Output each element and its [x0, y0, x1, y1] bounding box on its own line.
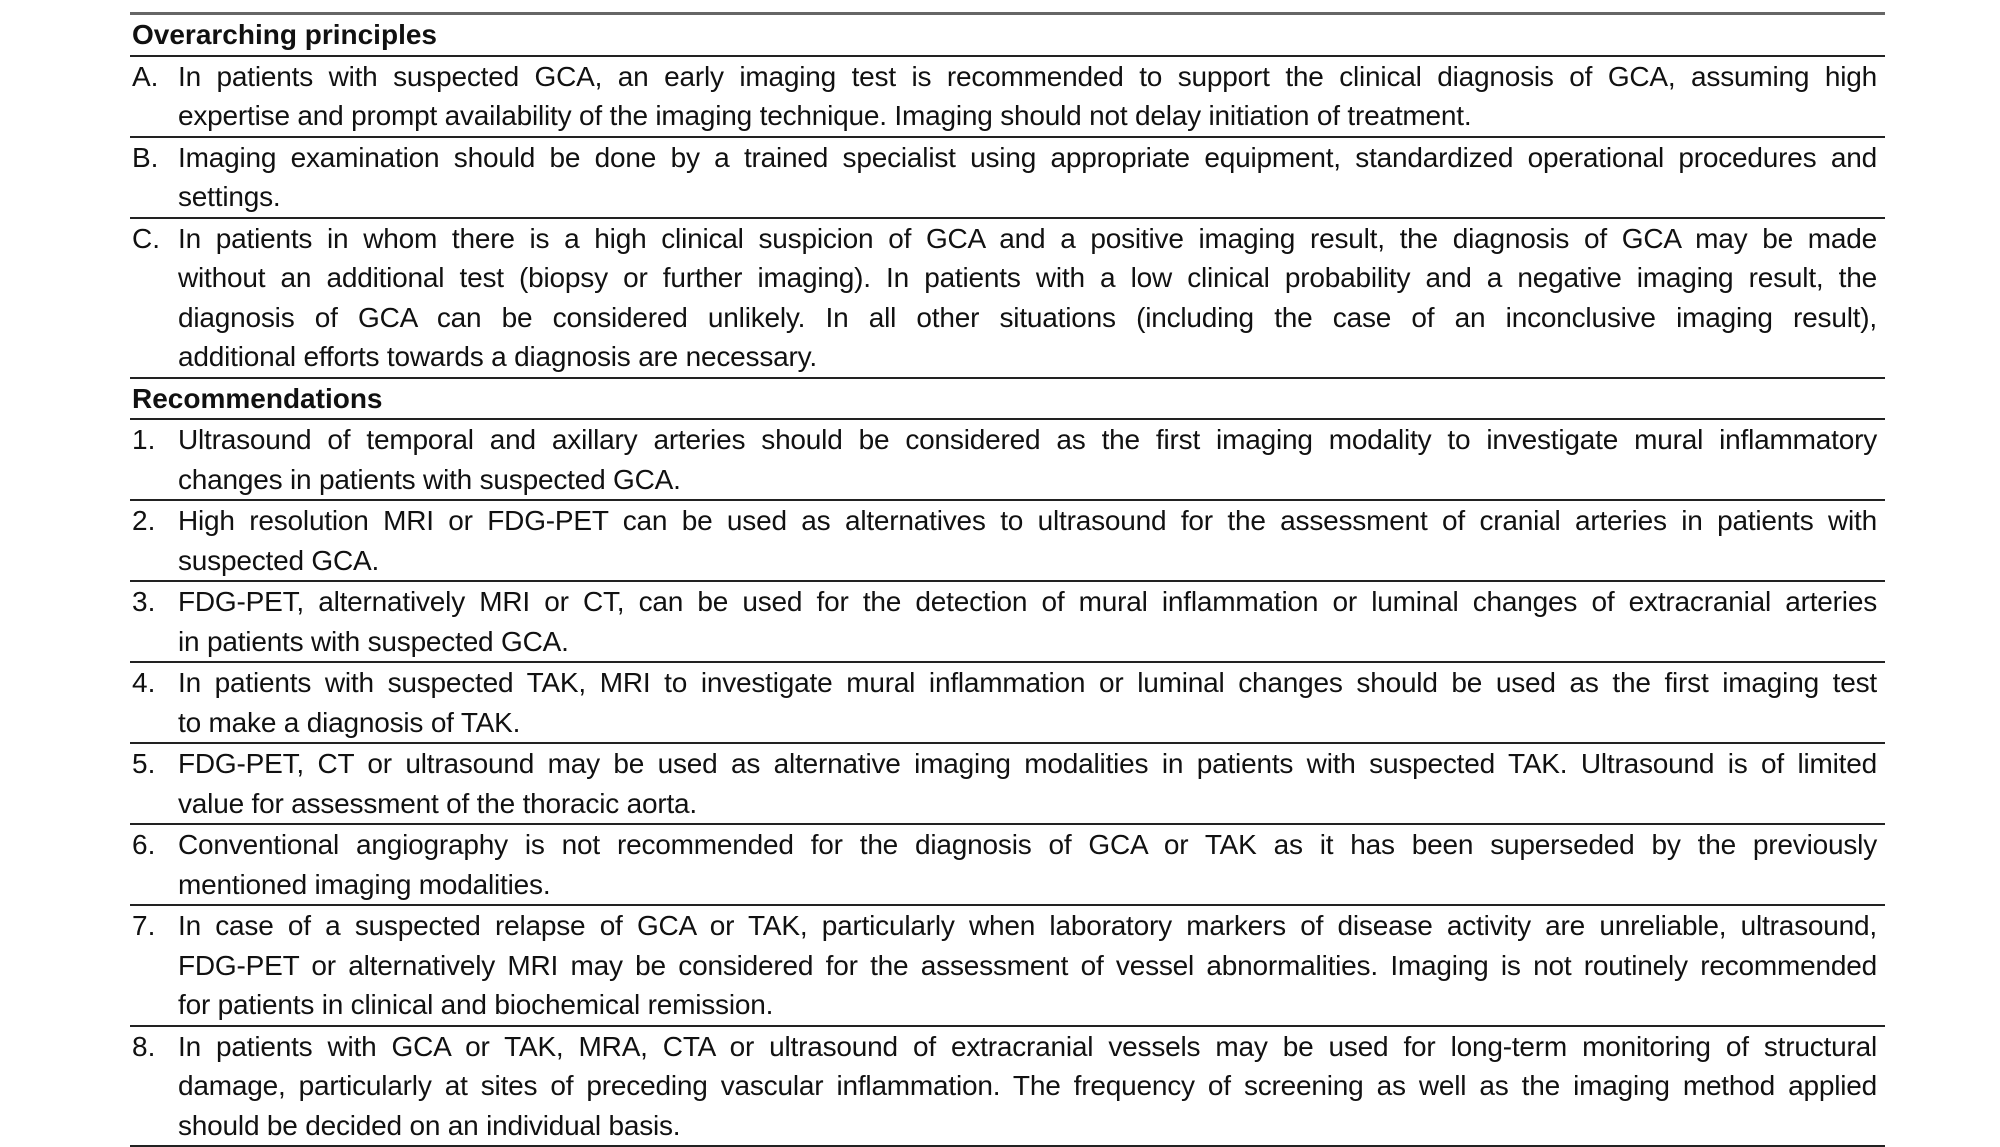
text-line: In patients with GCA or TAK, MRA, CTA or ultrasound of extracranial vessels may be used for long-term monitoring of structural [178, 1027, 1877, 1067]
text-line: damage, particularly at sites of preceding vascular inflammation. The frequency of screening as well as the imaging method applied [178, 1066, 1877, 1106]
item-text [178, 744, 1885, 823]
text-line: suspected GCA. [178, 541, 1877, 581]
item-label: C. [130, 219, 178, 377]
text-line: FDG-PET, alternatively MRI or CT, can be used for the detection of mural inflammation or luminal changes of extracranial arteries [178, 582, 1877, 622]
item-label: 7. [130, 906, 178, 1025]
text-line: settings. [178, 177, 1877, 217]
recommendation-row [130, 1027, 1885, 1147]
item-label: 6. [130, 825, 178, 904]
section-heading-recommendations: Recommendations [130, 379, 1885, 421]
recommendations-table [130, 12, 1885, 1147]
text-line: In case of a suspected relapse of GCA or TAK, particularly when laboratory markers of disease activity are unreliable, ultrasound, [178, 906, 1877, 946]
item-text [178, 663, 1885, 742]
text-line: In patients in whom there is a high clinical suspicion of GCA and a positive imaging result, the diagnosis of GCA may be made [178, 219, 1877, 259]
recommendation-row [130, 744, 1885, 825]
text-line: should be decided on an individual basis. [178, 1106, 1877, 1146]
text-line: mentioned imaging modalities. [178, 865, 1877, 905]
item-text [178, 825, 1885, 904]
text-line: without an additional test (biopsy or further imaging). In patients with a low clinical probability and a negative imaging result, the [178, 258, 1877, 298]
item-label: 3. [130, 582, 178, 661]
text-line: Ultrasound of temporal and axillary arteries should be considered as the first imaging modality to investigate mural inflammatory [178, 420, 1877, 460]
text-line: additional efforts towards a diagnosis are necessary. [178, 337, 1877, 377]
text-line: High resolution MRI or FDG-PET can be used as alternatives to ultrasound for the assessment of cranial arteries in patients with [178, 501, 1877, 541]
recommendation-items [130, 420, 1885, 1147]
recommendation-row [130, 501, 1885, 582]
item-label: 2. [130, 501, 178, 580]
section-heading-overarching: Overarching principles [130, 15, 1885, 57]
item-text [178, 906, 1885, 1025]
principle-row [130, 138, 1885, 219]
principle-row [130, 219, 1885, 379]
text-line: changes in patients with suspected GCA. [178, 460, 1877, 500]
text-line: FDG-PET or alternatively MRI may be considered for the assessment of vessel abnormalities. Imaging is not routinely recommended [178, 946, 1877, 986]
item-label: 1. [130, 420, 178, 499]
item-label: B. [130, 138, 178, 217]
item-text [178, 582, 1885, 661]
text-line: expertise and prompt availability of the imaging technique. Imaging should not delay initiation of treatment. [178, 96, 1877, 136]
text-line: In patients with suspected GCA, an early imaging test is recommended to support the clinical diagnosis of GCA, assuming high [178, 57, 1877, 97]
item-label: 5. [130, 744, 178, 823]
item-label: A. [130, 57, 178, 136]
item-text [178, 219, 1885, 377]
recommendation-row [130, 582, 1885, 663]
item-text [178, 57, 1885, 136]
text-line: Conventional angiography is not recommended for the diagnosis of GCA or TAK as it has been superseded by the previously [178, 825, 1877, 865]
overarching-items [130, 57, 1885, 379]
recommendation-row [130, 906, 1885, 1027]
recommendation-row [130, 663, 1885, 744]
recommendation-row [130, 420, 1885, 501]
text-line: value for assessment of the thoracic aorta. [178, 784, 1877, 824]
item-label: 4. [130, 663, 178, 742]
text-line: to make a diagnosis of TAK. [178, 703, 1877, 743]
item-text [178, 501, 1885, 580]
item-text [178, 1027, 1885, 1146]
text-line: diagnosis of GCA can be considered unlikely. In all other situations (including the case of an inconclusive imaging result), [178, 298, 1877, 338]
item-text [178, 138, 1885, 217]
text-line: for patients in clinical and biochemical remission. [178, 985, 1877, 1025]
text-line: Imaging examination should be done by a trained specialist using appropriate equipment, standardized operational procedures and [178, 138, 1877, 178]
text-line: In patients with suspected TAK, MRI to investigate mural inflammation or luminal changes should be used as the first imaging test [178, 663, 1877, 703]
text-line: in patients with suspected GCA. [178, 622, 1877, 662]
principle-row [130, 57, 1885, 138]
text-line: FDG-PET, CT or ultrasound may be used as alternative imaging modalities in patients with suspected TAK. Ultrasound is of limited [178, 744, 1877, 784]
item-label: 8. [130, 1027, 178, 1146]
recommendation-row [130, 825, 1885, 906]
item-text [178, 420, 1885, 499]
